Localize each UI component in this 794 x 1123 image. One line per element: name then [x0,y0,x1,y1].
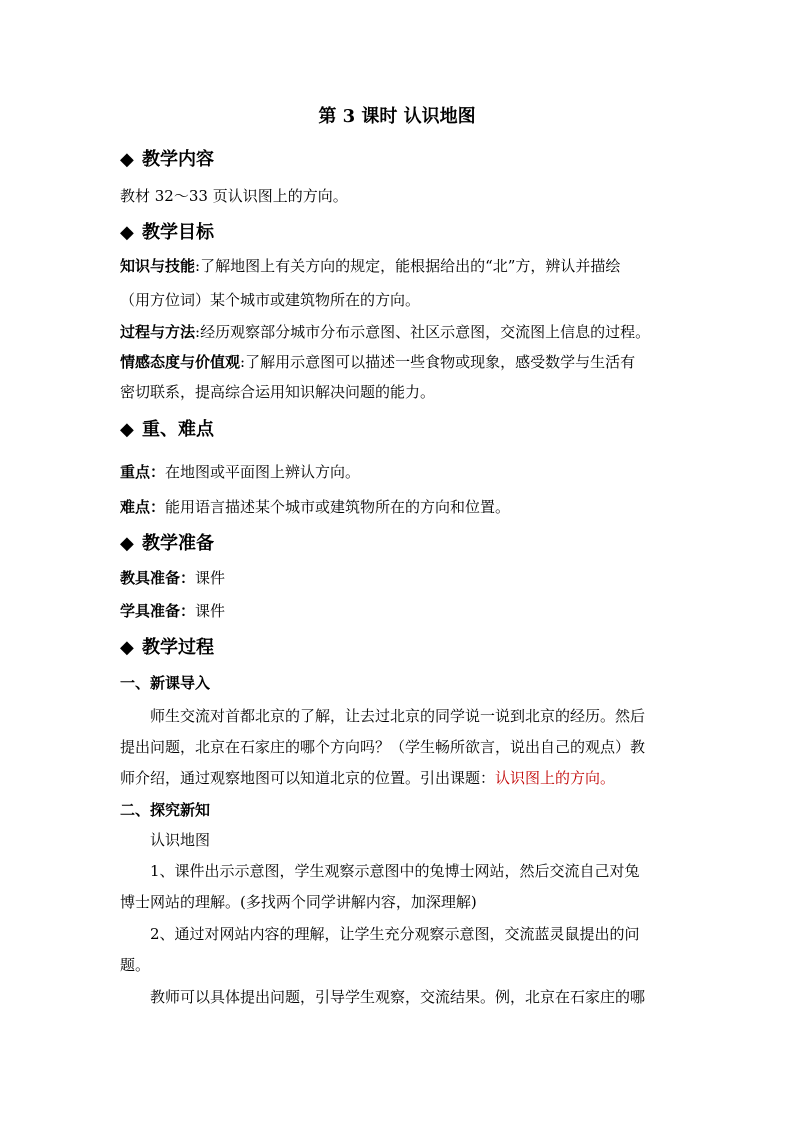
teacher-prep-text: 课件 [195,569,226,587]
page-title: 第 3 课时 认识地图 [318,106,476,127]
section-heading-prep [120,530,214,558]
diamond-bullet-icon: ◆ [120,222,134,243]
step1-paragraph-line1: 师生交流对首都北京的了解，让去过北京的同学说一说到北京的经历。然后 [150,707,646,725]
content-text: 教材 32～33 页认识图上的方向。 [120,187,348,205]
student-prep-line [120,600,680,622]
point1-line1: 1、课件出示示意图，学生观察示意图中的兔博士网站，然后交流自己对兔 [150,862,640,880]
step1-paragraph-line3 [120,767,680,789]
point2-line1: 2、通过对网站内容的理解，让学生充分观察示意图，交流蓝灵鼠提出的问 [150,925,640,943]
key-point-text: 在地图或平面图上辨认方向。 [165,463,361,481]
goal-emotion-line2: 密切联系，提高综合运用知识解决问题的能力。 [120,383,436,401]
goal-emotion-line [120,351,680,373]
section-heading-key [120,416,214,444]
goal-process-line [120,321,680,343]
step2-title: 二、探究新知 [120,801,211,819]
diamond-bullet-icon: ◆ [120,149,134,170]
point1-line2: 博士网站的理解。(多找两个同学讲解内容，加深理解) [120,893,477,911]
diamond-bullet-icon: ◆ [120,419,134,440]
step1-paragraph-line2: 提出问题，北京在石家庄的哪个方向吗？（学生畅所欲言，说出自己的观点）教 [120,738,646,756]
step1-text: 师介绍，通过观察地图可以知道北京的位置。引出课题： [120,769,496,787]
heading-text: 教学目标 [142,222,214,243]
diamond-bullet-icon: ◆ [120,533,134,554]
step2-subtitle: 认识地图 [150,831,211,849]
difficulty-label: 难点： [120,498,166,516]
student-prep-text: 课件 [195,602,226,620]
section-heading-content [120,146,214,174]
heading-text: 教学过程 [142,637,214,658]
section-heading-goals [120,219,214,247]
teacher-prep-label: 教具准备： [120,569,196,587]
goal-knowledge-label: 知识与技能 [120,257,196,275]
diamond-bullet-icon: ◆ [120,637,134,658]
goal-knowledge-text: :了解地图上有关方向的规定，能根据给出的“北”方，辨认并描绘 [195,257,621,275]
goal-process-text: :经历观察部分城市分布示意图、社区示意图，交流图上信息的过程。 [195,323,651,341]
heading-text: 教学内容 [142,149,214,170]
lesson-topic-highlight: 认识图上的方向。 [495,769,616,787]
step1-title: 一、新课导入 [120,674,211,692]
section-heading-process [120,634,214,662]
goal-emotion-label: 情感态度与价值观 [120,353,241,371]
difficulty-text: 能用语言描述某个城市或建筑物所在的方向和位置。 [165,498,511,516]
difficulty-line [120,496,680,518]
heading-text: 重、难点 [142,419,214,440]
teacher-prep-line [120,567,680,589]
heading-text: 教学准备 [142,533,214,554]
key-point-label: 重点： [120,463,166,481]
goal-process-label: 过程与方法 [120,323,196,341]
student-prep-label: 学具准备： [120,602,196,620]
goal-knowledge-line [120,255,680,277]
goal-knowledge-line2: （用方位词）某个城市或建筑物所在的方向。 [120,291,421,309]
point2-line2: 题。 [120,956,151,974]
goal-emotion-text: :了解用示意图可以描述一些食物或现象，感受数学与生活有 [240,353,636,371]
key-point-line [120,461,680,483]
point3-line1: 教师可以具体提出问题，引导学生观察，交流结果。例，北京在石家庄的哪 [150,988,646,1006]
